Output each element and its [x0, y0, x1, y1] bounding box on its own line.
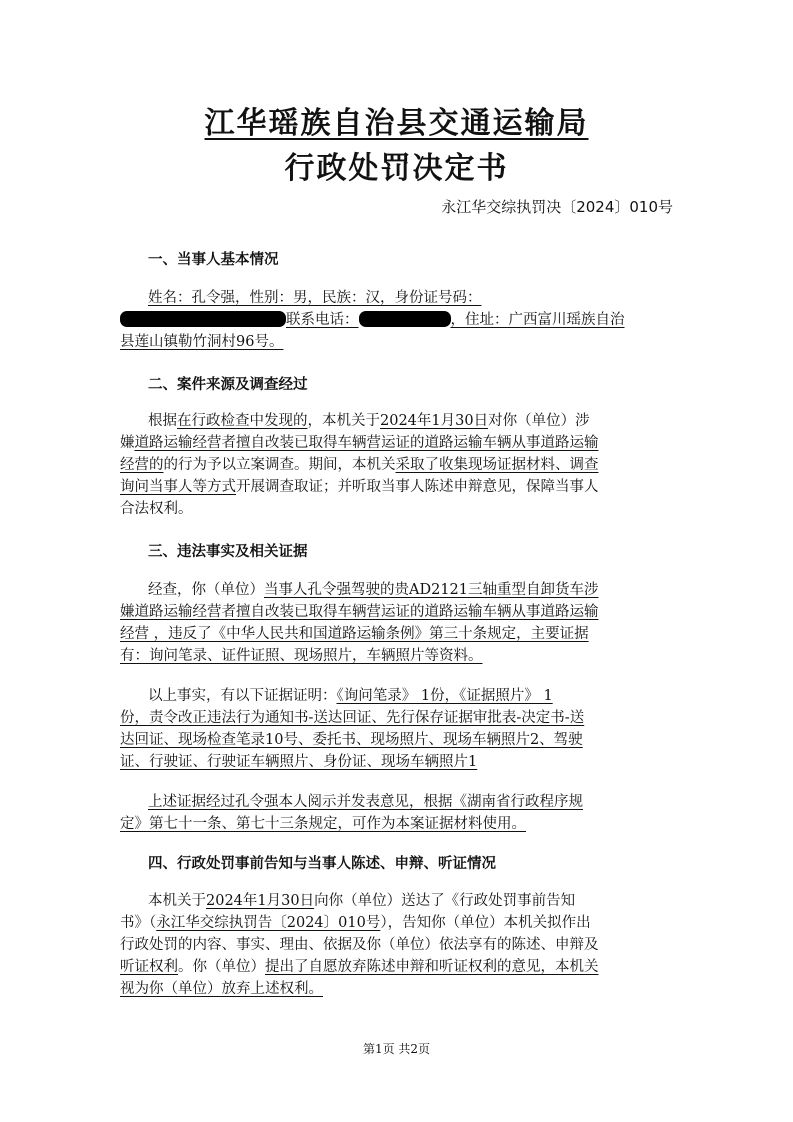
- investigation-method: 采取了收集现场证据材料、调查: [395, 457, 599, 473]
- text: 行政处罚的内容、事实、理由、依据及你（单位）依法享有的陈述、申辩及: [120, 937, 599, 953]
- party-address-cont: 县莲山镇勒竹洞村96号。: [120, 334, 284, 350]
- violation-desc-cont: 经营的: [120, 457, 164, 473]
- facts-desc: 嫌道路运输经营者擅自改装已取得车辆营运证的道路运输车辆从事道路运输: [120, 604, 599, 620]
- facts-line-3: [120, 623, 680, 645]
- document-number: 永江华交综执罚决〔2024〕010号: [441, 198, 673, 216]
- notice-line-2: [120, 912, 680, 934]
- violation-desc: 道路运输经营者擅自改装已取得车辆营运证的道路运输车辆从事道路运输: [134, 435, 599, 451]
- party-info-line-3: [120, 331, 680, 353]
- facts-line-4: [120, 645, 680, 667]
- text: 书》（: [120, 915, 157, 931]
- facts-line-2: [120, 601, 680, 623]
- section-heading-1: 一、当事人基本情况: [148, 252, 279, 268]
- text: 合法权利。: [120, 501, 193, 517]
- party-address: ，住址：广西富川瑶族自治: [450, 312, 625, 328]
- waiver-statement-cont: 视为你（单位）放弃上述权利。: [120, 981, 323, 997]
- case-source-line-3: [120, 454, 680, 476]
- notice-line-4: [120, 956, 680, 978]
- evidence-line-4: [120, 751, 680, 773]
- evidence-list: 份，责令改正违法行为通知书-送达回证、先行保存证据审批表-决定书-送: [120, 710, 585, 726]
- evidence-line-1: [148, 685, 708, 707]
- text: 的行为予以立案调查。期间，本机关: [163, 457, 396, 473]
- party-info-line-1: [148, 287, 708, 309]
- case-source-line-4: [120, 476, 680, 498]
- case-source: 在行政检查中发现的: [177, 413, 308, 429]
- section-heading-4: 四、行政处罚事前告知与当事人陈述、申辩、听证情况: [148, 856, 496, 872]
- document-subtitle: 行政处罚决定书: [284, 151, 509, 186]
- evidence-list: 证、行驶证、行驶证车辆照片、身份证、现场车辆照片1: [120, 754, 478, 770]
- case-date: 2024年1月30日: [380, 413, 489, 429]
- notice-line-3: [120, 934, 680, 956]
- investigation-method-cont: 询问当事人等方式: [120, 479, 236, 495]
- hearing-rights: 听证权利: [120, 959, 178, 975]
- text: ，本机关于: [307, 413, 380, 429]
- facts-desc: 有：询问笔录、证件证照、现场照片，车辆照片等资料。: [120, 648, 483, 664]
- case-source-line-1: [148, 410, 708, 432]
- text: 本机关于: [148, 893, 206, 909]
- section-heading-2: 二、案件来源及调查经过: [148, 377, 308, 393]
- notice-number: 永江华交综执罚告〔2024〕010号: [156, 915, 381, 931]
- notice-line-5: [120, 978, 680, 1000]
- text: ），告知你（单位）本机关拟作出: [380, 915, 591, 931]
- text: 根据: [148, 413, 177, 429]
- text: 对你（单位）涉: [488, 413, 590, 429]
- page-footer: 第1页 共2页: [362, 1042, 431, 1056]
- facts-desc: 经营 ，违反了《中华人民共和国道路运输条例》第三十条规定，主要证据: [120, 626, 589, 642]
- text: 向你（单位）送达了《行政处罚事前告知: [314, 893, 576, 909]
- text: 嫌: [120, 435, 135, 451]
- text: 经查，你（单位）: [148, 582, 264, 598]
- text: 。你（单位）: [178, 959, 265, 975]
- evidence-review: 上述证据经过孔令强本人阅示并发表意见，根据《湖南省行政程序规: [148, 794, 583, 810]
- party-name-id: 姓名：孔令强，性别：男，民族：汉，身份证号码：: [148, 290, 482, 306]
- evidence-list: 《询问笔录》 1份，《证据照片》 1: [336, 688, 553, 704]
- case-source-line-2: [120, 432, 680, 454]
- evidence-review: 定》第七十一条、第七十三条规定，可作为本案证据材料使用。: [120, 816, 526, 832]
- evidence-line-3: [120, 729, 680, 751]
- evidence-review-line-1: [148, 791, 708, 813]
- party-info-line-2: [120, 309, 680, 331]
- facts-line-1: [148, 579, 708, 601]
- section-heading-3: 三、违法事实及相关证据: [148, 544, 308, 560]
- facts-desc: 当事人孔令强驾驶的贵AD2121三轴重型自卸货车涉: [264, 582, 599, 598]
- redacted-id-block: [120, 311, 286, 327]
- notice-date: 2024年1月30日: [206, 893, 315, 909]
- document-title: 江华瑶族自治县交通运输局: [204, 106, 589, 141]
- waiver-statement: 提出了自愿放弃陈述申辩和听证权利的意见，本机关: [265, 959, 599, 975]
- party-phone-label: 联系电话：: [286, 312, 359, 328]
- text: 开展调查取证；并听取当事人陈述申辩意见，保障当事人: [236, 479, 599, 495]
- evidence-line-2: [120, 707, 680, 729]
- redacted-phone-block: [359, 311, 451, 327]
- case-source-line-5: [120, 498, 680, 520]
- evidence-review-line-2: [120, 813, 680, 835]
- evidence-list: 达回证、现场检查笔录10号、委托书、现场照片、现场车辆照片2、驾驶: [120, 732, 583, 748]
- notice-line-1: [148, 890, 708, 912]
- text: 以上事实，有以下证据证明：: [148, 688, 337, 704]
